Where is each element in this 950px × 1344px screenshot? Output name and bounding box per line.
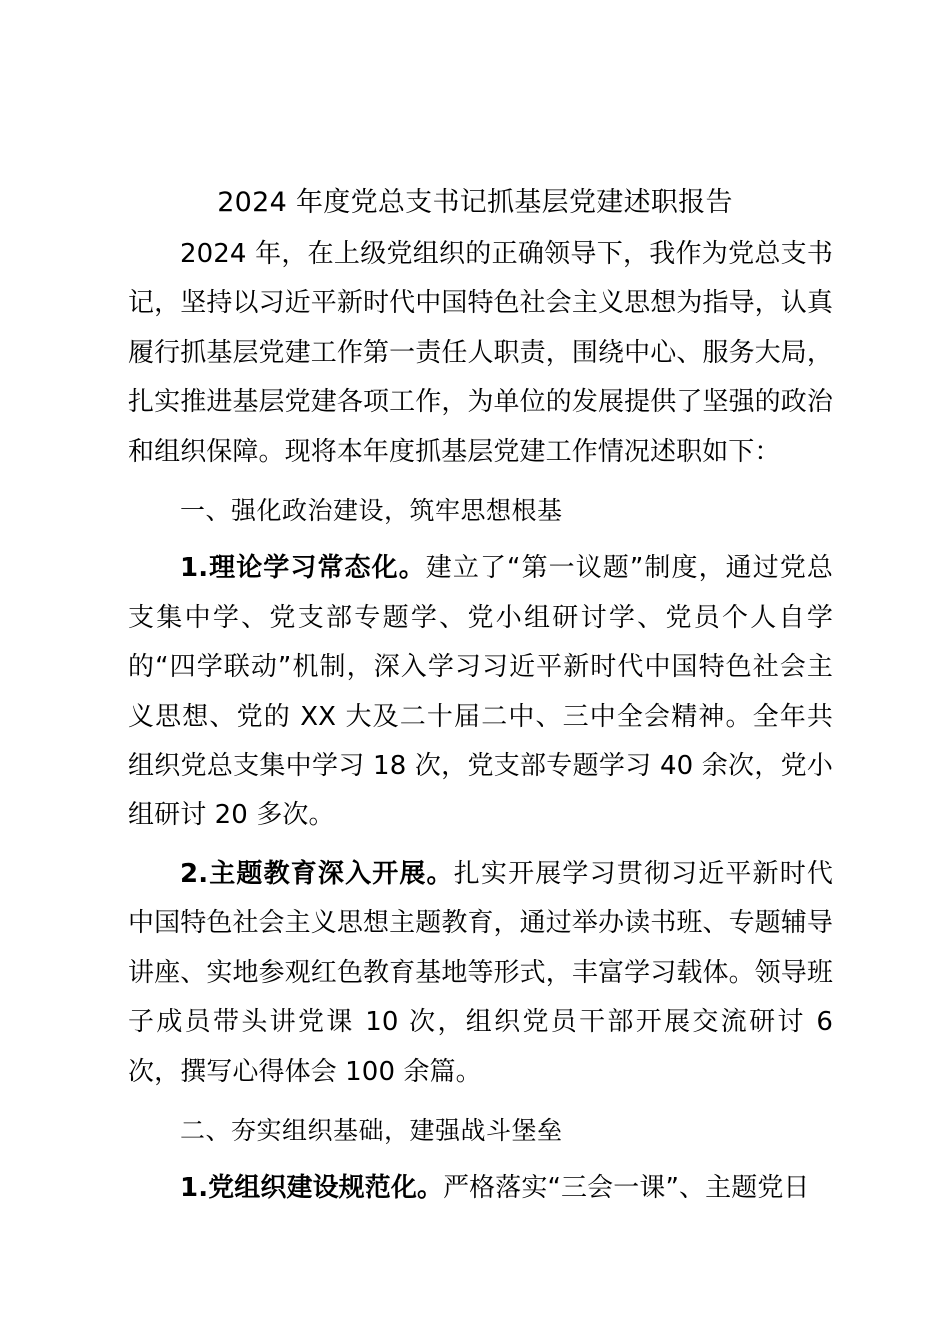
document-body (128, 230, 833, 1214)
section-1-item-2-lead: 2.主题教育深入开展。 (180, 858, 454, 889)
section-1-item-1-lead: 1.理论学习常态化。 (180, 553, 426, 584)
intro-paragraph: 2024 年，在上级党组织的正确领导下，我作为党总支书记，坚持以习近平新时代中国特色社会主义思想为指导，认真履行抓基层党建工作第一责任人职责，围绕中心、服务大局，扎实推进基层党建各项工作，为单位的发展提供了坚强的政治和组织保障。现将本年度抓基层党建工作情况述职如下： (128, 239, 833, 467)
section-1-heading: 一、强化政治建设，筑牢思想根基 (180, 496, 563, 526)
section-2-heading: 二、夯实组织基础，建强战斗堡垒 (180, 1115, 563, 1145)
spacer (128, 841, 833, 850)
spacer (128, 1097, 833, 1106)
section-2-item-1-lead: 1.党组织建设规范化。 (180, 1173, 444, 1204)
spacer (128, 1155, 833, 1164)
section-1-item-2 (128, 850, 833, 1097)
section-1-item-1-text: 建立了“第一议题”制度，通过党总支集中学、党支部专题学、党小组研讨学、党员个人自学的“四学联动”机制，深入学习习近平新时代中国特色社会主义思想、党的 XX 大及二十届二中、三中全会精神。全年共组织党总支集中学习 18 次，党支部专题学习 40 余次，党小组研讨 20 多次。 (128, 553, 833, 831)
spacer (128, 477, 833, 486)
section-2-item-1-text: 严格落实“三会一课”、主题党日 (443, 1173, 810, 1204)
section-1-item-1 (128, 544, 833, 840)
section-2-item-1 (128, 1164, 833, 1213)
spacer (128, 535, 833, 544)
document-title: 2024 年度党总支书记抓基层党建述职报告 (217, 187, 733, 218)
section-1-item-2-text: 扎实开展学习贯彻习近平新时代中国特色社会主义思想主题教育，通过举办读书班、专题辅导讲座、实地参观红色教育基地等形式，丰富学习载体。领导班子成员带头讲党课 10 次，组织党员干部开展交流研讨 6 次，撰写心得体会 100 余篇。 (128, 858, 833, 1087)
